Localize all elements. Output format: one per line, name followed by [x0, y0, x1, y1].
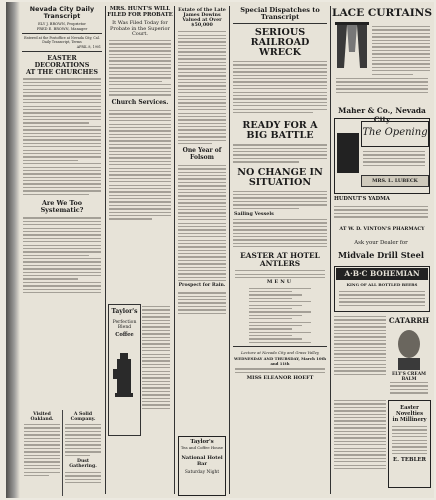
- column-5: [332, 2, 432, 498]
- catarrh-face-illustration: [392, 328, 426, 370]
- railroad-wreck-body: [231, 61, 329, 113]
- coffee-blend: Blend: [117, 325, 132, 330]
- solid-company-box: [63, 410, 103, 496]
- easter-novelties-2: in Millinery: [392, 417, 427, 423]
- tea-ad-house: Tea and Coffee House: [180, 445, 224, 450]
- catarrh-headline: CATARRH: [388, 316, 430, 325]
- church-services-headline: Church Services.: [111, 98, 169, 106]
- hudnut-headline: HUDNUT'S YADMA: [334, 196, 390, 202]
- lubeck-name: MRS. L. LUBECK: [361, 175, 429, 187]
- tea-ad-brand: Taylor's: [190, 439, 214, 445]
- opening-title: The Opening: [361, 121, 429, 147]
- dowins-estate-body: [176, 31, 228, 144]
- menu-heading: MENU: [266, 279, 294, 286]
- coffee-label: Coffee: [115, 332, 134, 338]
- national-hotel-bar: National Hotel Bar: [181, 455, 223, 467]
- lace-curtains-headline: LACE CURTAINS: [332, 7, 432, 19]
- sailing-vessels-body: [231, 219, 329, 247]
- menu-items: [231, 288, 329, 344]
- dowins-estate-headline: Estate of the Late James Dowins Valued at Over $50,000: [178, 7, 226, 29]
- opening-ad: [334, 118, 430, 194]
- masthead-proprietor-2: FRED E. BROWN, Manager: [36, 26, 88, 31]
- newspaper-page: [6, 2, 434, 498]
- folsom-headline: One Year of Folsom: [182, 147, 222, 161]
- bohemian-ad: [334, 266, 430, 312]
- no-change-body: [231, 191, 329, 209]
- rain-headline: Prospect for Rain.: [178, 283, 226, 289]
- hotel-antlers-intro: [231, 270, 329, 278]
- maher-headline: Maher & Co., Nevada City: [338, 106, 426, 124]
- lecture-line: Lecture at Nevada City and Grass Valley: [240, 350, 320, 356]
- lecturer-name: MISS ELEANOR HOEFT: [246, 375, 314, 382]
- vinton-pharmacy: AT W. D. VINTON'S PHARMACY: [339, 226, 425, 232]
- masthead-subscription: Daily Transcript, Terms: [42, 40, 82, 45]
- church-services-body: [107, 110, 173, 220]
- lace-curtains-copy: [372, 24, 430, 77]
- catarrh-copy: [334, 314, 386, 394]
- col2-side-text: [141, 304, 171, 434]
- easter-article-body: [20, 78, 104, 195]
- big-battle-headline: READY FOR A BIG BATTLE: [242, 120, 318, 142]
- oakland-heading: Visited Oakland.: [30, 412, 54, 422]
- cream-balm: ELY'S CREAM BALM: [391, 372, 427, 382]
- hotel-antlers-headline: EASTER AT HOTEL ANTLERS: [240, 251, 320, 269]
- dealer-line: Ask your Dealer for: [354, 240, 408, 246]
- solid-company-heading: A Solid Company.: [70, 412, 96, 422]
- saturday-night: Saturday Night: [184, 470, 220, 475]
- taylor-ad-brand: Taylor's: [111, 308, 138, 315]
- tebler-name: E. TEBLER: [393, 456, 426, 463]
- column-3: [176, 2, 228, 498]
- systematic-headline: Are We Too Systematic?: [40, 198, 84, 214]
- churches-headline: AT THE CHURCHES: [25, 67, 99, 76]
- bohemian-sub: KING OF ALL BOTTLED BEERS: [346, 282, 418, 287]
- masthead-date: APRIL 8, 1901: [76, 45, 101, 50]
- oakland-box: [22, 410, 63, 496]
- lower-left-copy: [334, 398, 386, 494]
- lecture-dates: WEDNESDAY AND THURSDAY, March 10th and 11th: [233, 356, 327, 367]
- systematic-article-body: [20, 217, 104, 293]
- dispatches-header: Special Dispatches to Transcript: [240, 6, 320, 21]
- bohemian-title: A·B·C BOHEMIAN: [336, 268, 428, 280]
- easter-novelties-ad: [388, 400, 431, 488]
- no-change-headline: NO CHANGE IN SITUATION: [237, 166, 323, 188]
- big-battle-body: [231, 144, 329, 162]
- curtain-illustration: [335, 22, 369, 70]
- masthead-entered: Entered at the Postoffice at Nevada City, Cal.: [24, 36, 100, 41]
- hunt-will-headline: MRS. HUNT'S WILL FILED FOR PROBATE: [107, 6, 173, 18]
- coffee-pot-illustration: [112, 351, 136, 401]
- sailing-vessels-headline: Sailing Vessels: [234, 210, 274, 217]
- column-4: [231, 2, 329, 498]
- midvale-headline: Midvale Drill Steel: [338, 250, 424, 260]
- hudnut-copy: [334, 204, 428, 220]
- dust-gathering-heading: Dust Gathering.: [69, 458, 97, 469]
- hunt-will-subhead: It Was Filed Today for Probate in the Superior Court.: [110, 20, 170, 37]
- hunt-will-body: [107, 40, 173, 96]
- folsom-body: [176, 165, 228, 282]
- easter-novelties-1: Easter Novelties: [395, 405, 424, 417]
- rain-body: [176, 292, 228, 314]
- taylor-tea-ad: [178, 436, 226, 496]
- masthead-title: Nevada City Daily Transcript: [29, 6, 95, 20]
- scan-edge-shadow: [6, 2, 20, 498]
- coffee-perfection: Perfection: [112, 320, 137, 325]
- railroad-wreck-headline: SERIOUS RAILROAD WRECK: [250, 26, 310, 58]
- easter-decorations-headline: EASTER DECORATIONS: [34, 54, 90, 69]
- column-2: [107, 2, 173, 498]
- column-1: [20, 2, 104, 498]
- opening-dark-panel: [337, 133, 359, 173]
- taylor-coffee-ad: [108, 304, 141, 436]
- lace-curtains-lower-copy: [332, 76, 432, 95]
- masthead-proprietor-1: ELY J. BROWN, Proprietor: [38, 22, 86, 27]
